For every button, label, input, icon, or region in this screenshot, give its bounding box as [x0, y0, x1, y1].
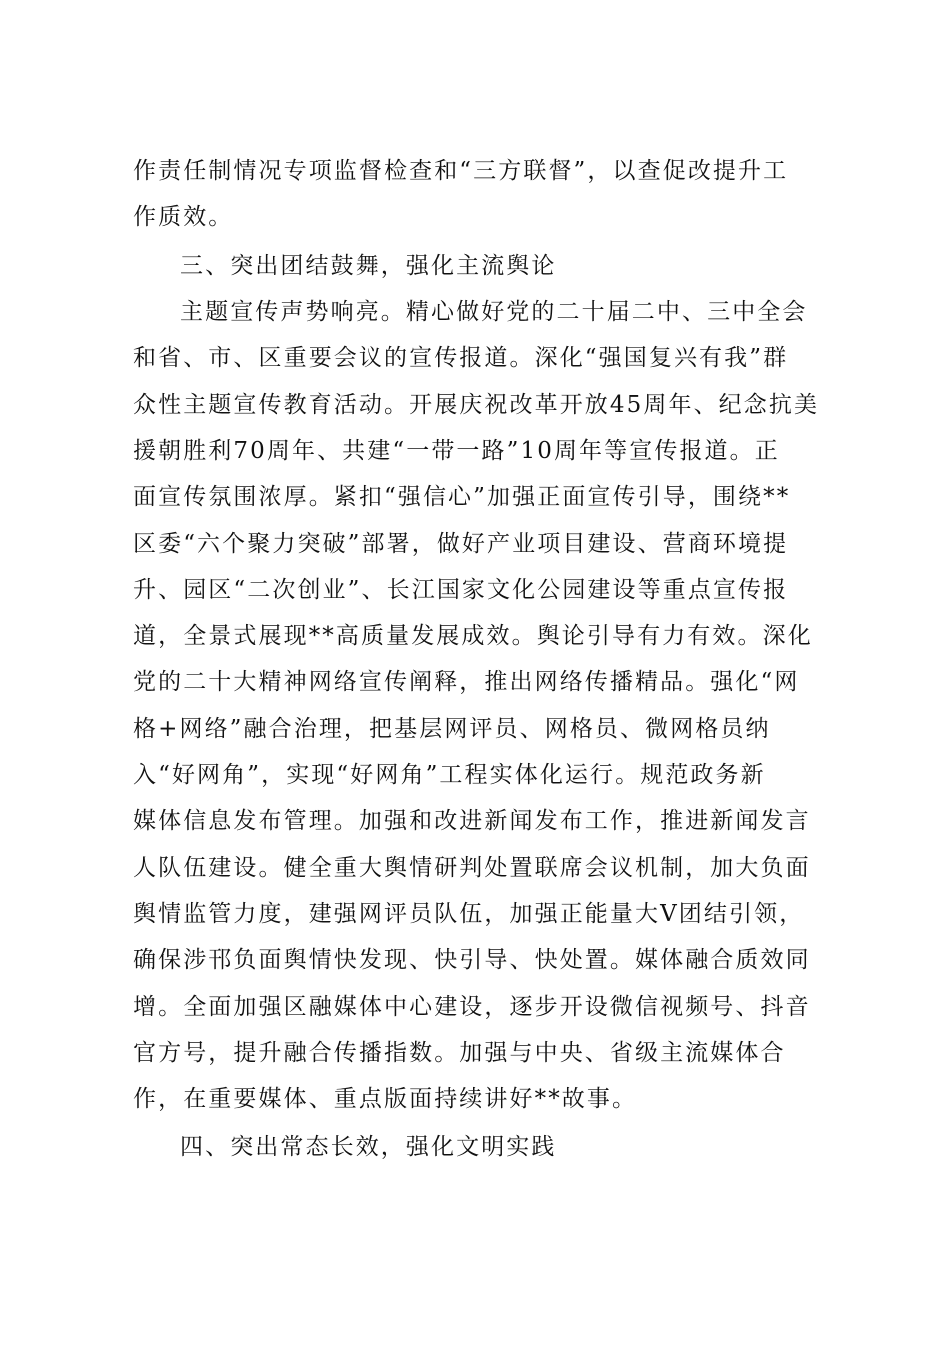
body-text-line: 道，全景式展现**高质量发展成效。舆论引导有力有效。深化 [133, 623, 813, 649]
body-text-line: 增。全面加强区融媒体中心建设，逐步开设微信视频号、抖音 [133, 994, 811, 1020]
body-text-line: 区委“六个聚力突破”部署，做好产业项目建设、营商环境提 [133, 531, 789, 557]
body-text-line: 官方号，提升融合传播指数。加强与中央、省级主流媒体合 [133, 1040, 786, 1066]
body-text-line: 升、园区“二次创业”、长江国家文化公园建设等重点宣传报 [133, 577, 789, 603]
body-text-line: 作，在重要媒体、重点版面持续讲好**故事。 [133, 1086, 638, 1112]
body-text-line: 面宣传氛围浓厚。紧扣“强信心”加强正面宣传引导，围绕** [133, 484, 791, 510]
section-heading-3: 三、突出团结鼓舞，强化主流舆论 [180, 253, 557, 279]
body-text-line: 人队伍建设。健全重大舆情研判处置联席会议机制，加大负面 [133, 855, 811, 881]
body-text-line: 众性主题宣传教育活动。开展庆祝改革开放45周年、纪念抗美 [133, 392, 820, 418]
body-text-line: 作质效。 [133, 204, 234, 230]
paragraph-first-line: 主题宣传声势响亮。精心做好党的二十届二中、三中全会 [180, 299, 808, 325]
section-heading-4: 四、突出常态长效，强化文明实践 [180, 1134, 557, 1160]
body-text-line: 媒体信息发布管理。加强和改进新闻发布工作，推进新闻发言 [133, 808, 811, 834]
body-text-line: 作责任制情况专项监督检查和“三方联督”，以查促改提升工 [133, 158, 789, 184]
body-text-line: 格+网络”融合治理，把基层网评员、网格员、微网格员纳 [133, 716, 771, 742]
body-text-line: 和省、市、区重要会议的宣传报道。深化“强国复兴有我”群 [133, 345, 789, 371]
body-text-line: 舆情监管力度，建强网评员队伍，加强正能量大V团结引领， [133, 901, 805, 927]
body-text-line: 入“好网角”，实现“好网角”工程实体化运行。规范政务新 [133, 762, 766, 788]
body-text-line: 党的二十大精神网络宣传阐释，推出网络传播精品。强化“网 [133, 669, 800, 695]
body-text-line: 援朝胜利70周年、共建“一带一路”10周年等宣传报道。正 [133, 438, 780, 464]
body-text-line: 确保涉邗负面舆情快发现、快引导、快处置。媒体融合质效同 [133, 947, 811, 973]
